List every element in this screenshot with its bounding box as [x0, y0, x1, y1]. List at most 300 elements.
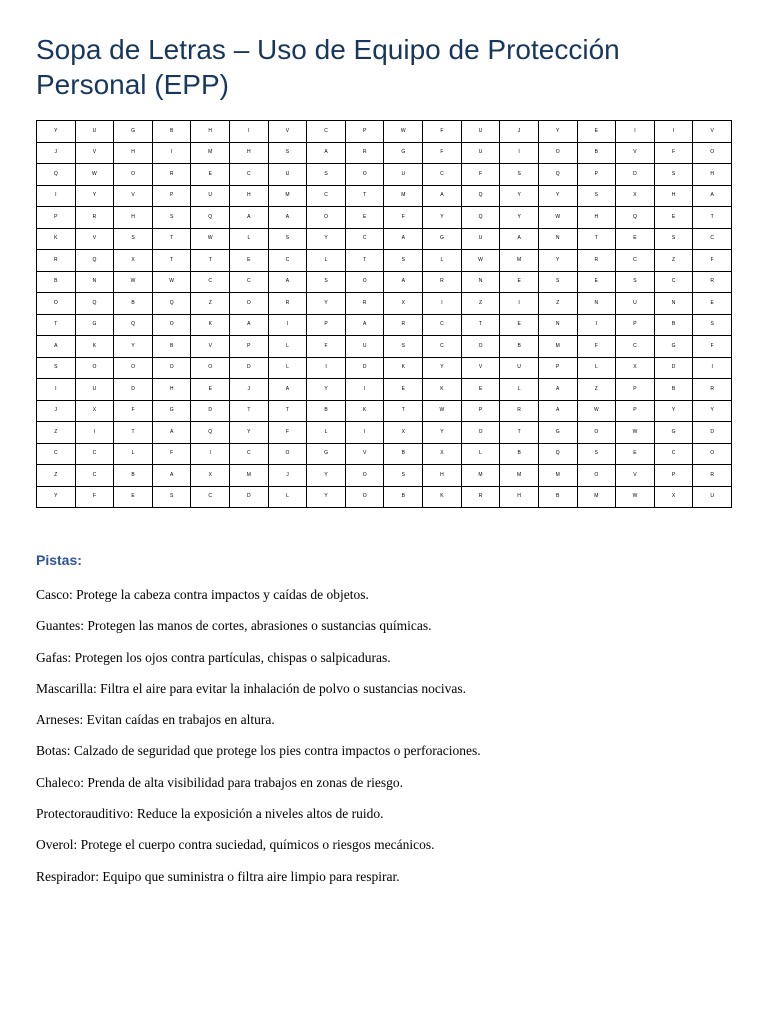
grid-cell: A	[230, 314, 269, 336]
grid-cell: O	[577, 465, 616, 487]
grid-cell: H	[230, 185, 269, 207]
grid-cell: W	[538, 207, 577, 229]
grid-cell: U	[75, 121, 114, 143]
grid-cell: Y	[230, 422, 269, 444]
grid-cell: Y	[307, 293, 346, 315]
grid-cell: O	[345, 465, 384, 487]
grid-cell: S	[654, 228, 693, 250]
grid-cell: F	[307, 336, 346, 358]
grid-cell: K	[37, 228, 76, 250]
grid-cell: G	[654, 422, 693, 444]
grid-cell: P	[37, 207, 76, 229]
grid-cell: U	[693, 486, 732, 508]
grid-cell: Q	[616, 207, 655, 229]
grid-cell: C	[693, 228, 732, 250]
grid-cell: W	[423, 400, 462, 422]
grid-cell: F	[423, 121, 462, 143]
grid-cell: O	[693, 443, 732, 465]
grid-cell: J	[268, 465, 307, 487]
grid-cell: K	[384, 357, 423, 379]
grid-cell: A	[693, 185, 732, 207]
grid-cell: L	[461, 443, 500, 465]
grid-cell: W	[152, 271, 191, 293]
grid-cell: F	[268, 422, 307, 444]
grid-cell: R	[500, 400, 539, 422]
grid-cell: D	[654, 357, 693, 379]
grid-cell: I	[268, 314, 307, 336]
grid-cell: C	[423, 336, 462, 358]
grid-cell: Q	[461, 185, 500, 207]
grid-cell: R	[423, 271, 462, 293]
grid-cell: D	[191, 400, 230, 422]
clue-item: Chaleco: Prenda de alta visibilidad para trabajos en zonas de riesgo.	[36, 774, 403, 790]
grid-cell: K	[423, 486, 462, 508]
grid-cell: V	[268, 121, 307, 143]
grid-cell: E	[191, 379, 230, 401]
clue-list	[36, 586, 756, 899]
grid-cell: X	[616, 357, 655, 379]
grid-cell: S	[152, 207, 191, 229]
grid-cell: C	[230, 443, 269, 465]
grid-cell: S	[307, 271, 346, 293]
grid-row	[37, 443, 732, 465]
grid-cell: A	[345, 314, 384, 336]
grid-cell: Y	[500, 207, 539, 229]
clue-item: Botas: Calzado de seguridad que protege los pies contra impactos o perforaciones.	[36, 743, 481, 759]
grid-cell: D	[114, 379, 153, 401]
grid-cell: T	[191, 250, 230, 272]
grid-cell: I	[616, 121, 655, 143]
grid-cell: H	[152, 379, 191, 401]
grid-cell: O	[307, 207, 346, 229]
grid-row	[37, 271, 732, 293]
grid-cell: B	[654, 379, 693, 401]
grid-cell: X	[191, 465, 230, 487]
grid-cell: I	[654, 121, 693, 143]
grid-cell: Q	[75, 293, 114, 315]
grid-cell: W	[114, 271, 153, 293]
grid-cell: B	[384, 486, 423, 508]
grid-cell: O	[114, 164, 153, 186]
grid-row	[37, 293, 732, 315]
grid-cell: E	[577, 271, 616, 293]
grid-cell: I	[152, 142, 191, 164]
grid-cell: R	[693, 465, 732, 487]
grid-cell: F	[384, 207, 423, 229]
grid-cell: B	[500, 443, 539, 465]
grid-cell: F	[423, 142, 462, 164]
clue-item: Mascarilla: Filtra el aire para evitar la inhalación de polvo o sustancias nocivas.	[36, 680, 466, 696]
grid-cell: F	[577, 336, 616, 358]
grid-cell: O	[461, 422, 500, 444]
grid-cell: U	[384, 164, 423, 186]
grid-cell: I	[37, 185, 76, 207]
grid-row	[37, 121, 732, 143]
grid-cell: H	[423, 465, 462, 487]
grid-cell: H	[230, 142, 269, 164]
grid-cell: I	[345, 379, 384, 401]
grid-cell: S	[384, 465, 423, 487]
grid-cell: I	[500, 142, 539, 164]
grid-cell: C	[230, 271, 269, 293]
grid-cell: X	[654, 486, 693, 508]
grid-cell: Y	[75, 185, 114, 207]
grid-cell: C	[75, 443, 114, 465]
grid-cell: Y	[693, 400, 732, 422]
grid-cell: Y	[307, 465, 346, 487]
grid-cell: I	[577, 314, 616, 336]
grid-cell: B	[307, 400, 346, 422]
grid-cell: Y	[538, 185, 577, 207]
grid-row	[37, 185, 732, 207]
grid-cell: M	[384, 185, 423, 207]
grid-cell: T	[345, 250, 384, 272]
grid-cell: E	[461, 379, 500, 401]
grid-cell: D	[693, 422, 732, 444]
grid-cell: R	[345, 142, 384, 164]
grid-cell: P	[616, 314, 655, 336]
grid-row	[37, 486, 732, 508]
grid-cell: O	[577, 422, 616, 444]
grid-cell: F	[75, 486, 114, 508]
page-title: Sopa de Letras – Uso de Equipo de Protección Personal (EPP)	[36, 34, 620, 100]
grid-cell: V	[616, 142, 655, 164]
grid-cell: O	[693, 142, 732, 164]
grid-cell: Y	[423, 422, 462, 444]
grid-cell: T	[461, 314, 500, 336]
grid-cell: O	[345, 164, 384, 186]
grid-cell: U	[75, 379, 114, 401]
grid-cell: A	[423, 185, 462, 207]
grid-cell: H	[191, 121, 230, 143]
grid-cell: P	[616, 400, 655, 422]
grid-cell: Y	[307, 379, 346, 401]
grid-cell: D	[230, 357, 269, 379]
grid-cell: L	[268, 357, 307, 379]
grid-cell: S	[37, 357, 76, 379]
grid-cell: F	[461, 164, 500, 186]
grid-cell: T	[152, 228, 191, 250]
grid-cell: F	[693, 250, 732, 272]
grid-cell: Q	[75, 250, 114, 272]
grid-cell: E	[616, 443, 655, 465]
grid-cell: G	[114, 121, 153, 143]
grid-cell: U	[616, 293, 655, 315]
grid-cell: O	[191, 357, 230, 379]
grid-cell: U	[461, 142, 500, 164]
grid-cell: Y	[114, 336, 153, 358]
grid-cell: A	[500, 228, 539, 250]
grid-cell: R	[384, 314, 423, 336]
grid-row	[37, 400, 732, 422]
grid-cell: E	[191, 164, 230, 186]
grid-cell: E	[654, 207, 693, 229]
grid-cell: T	[37, 314, 76, 336]
grid-cell: P	[616, 379, 655, 401]
grid-cell: C	[654, 271, 693, 293]
grid-cell: A	[152, 465, 191, 487]
grid-cell: M	[268, 185, 307, 207]
grid-cell: O	[152, 314, 191, 336]
grid-cell: S	[616, 271, 655, 293]
grid-cell: Q	[114, 314, 153, 336]
grid-cell: R	[693, 379, 732, 401]
grid-cell: J	[500, 121, 539, 143]
grid-cell: S	[268, 228, 307, 250]
grid-cell: B	[114, 465, 153, 487]
grid-cell: I	[693, 357, 732, 379]
grid-cell: Q	[37, 164, 76, 186]
grid-row	[37, 465, 732, 487]
grid-cell: M	[500, 250, 539, 272]
grid-row	[37, 336, 732, 358]
grid-cell: L	[230, 228, 269, 250]
clue-item: Overol: Protege el cuerpo contra suciedad, químicos o riesgos mecánicos.	[36, 837, 435, 853]
grid-cell: S	[500, 164, 539, 186]
grid-cell: W	[75, 164, 114, 186]
grid-cell: C	[191, 271, 230, 293]
grid-cell: A	[384, 271, 423, 293]
grid-cell: C	[423, 314, 462, 336]
grid-cell: C	[654, 443, 693, 465]
grid-cell: Q	[191, 422, 230, 444]
grid-cell: O	[114, 357, 153, 379]
grid-cell: C	[37, 443, 76, 465]
grid-cell: R	[345, 293, 384, 315]
grid-cell: V	[75, 228, 114, 250]
grid-cell: I	[230, 121, 269, 143]
grid-cell: O	[345, 271, 384, 293]
grid-cell: I	[345, 422, 384, 444]
grid-cell: U	[191, 185, 230, 207]
grid-cell: N	[538, 314, 577, 336]
grid-cell: E	[114, 486, 153, 508]
grid-cell: R	[37, 250, 76, 272]
grid-cell: Z	[654, 250, 693, 272]
grid-cell: N	[577, 293, 616, 315]
grid-cell: D	[616, 164, 655, 186]
grid-cell: C	[307, 121, 346, 143]
grid-cell: C	[191, 486, 230, 508]
grid-cell: F	[654, 142, 693, 164]
grid-cell: L	[577, 357, 616, 379]
grid-cell: E	[384, 379, 423, 401]
grid-cell: V	[345, 443, 384, 465]
grid-cell: B	[384, 443, 423, 465]
grid-cell: S	[384, 250, 423, 272]
grid-cell: A	[230, 207, 269, 229]
grid-cell: S	[152, 486, 191, 508]
grid-cell: A	[268, 379, 307, 401]
grid-cell: B	[577, 142, 616, 164]
grid-cell: I	[75, 422, 114, 444]
grid-cell: N	[75, 271, 114, 293]
grid-cell: J	[37, 142, 76, 164]
grid-cell: U	[268, 164, 307, 186]
grid-cell: N	[654, 293, 693, 315]
grid-cell: Y	[37, 486, 76, 508]
grid-cell: T	[500, 422, 539, 444]
grid-cell: H	[654, 185, 693, 207]
grid-cell: C	[75, 465, 114, 487]
grid-cell: E	[500, 271, 539, 293]
grid-cell: O	[268, 443, 307, 465]
grid-cell: R	[75, 207, 114, 229]
grid-cell: F	[152, 443, 191, 465]
grid-cell: W	[191, 228, 230, 250]
grid-cell: K	[423, 379, 462, 401]
grid-cell: G	[152, 400, 191, 422]
grid-cell: E	[577, 121, 616, 143]
grid-cell: O	[75, 357, 114, 379]
grid-cell: B	[114, 293, 153, 315]
grid-cell: A	[307, 142, 346, 164]
grid-cell: B	[538, 486, 577, 508]
grid-cell: I	[500, 293, 539, 315]
grid-cell: A	[268, 271, 307, 293]
grid-cell: Q	[191, 207, 230, 229]
grid-cell: B	[654, 314, 693, 336]
grid-cell: Z	[461, 293, 500, 315]
grid-cell: T	[152, 250, 191, 272]
grid-cell: S	[538, 271, 577, 293]
grid-cell: O	[538, 142, 577, 164]
grid-cell: O	[230, 293, 269, 315]
grid-cell: X	[384, 293, 423, 315]
grid-cell: W	[461, 250, 500, 272]
grid-cell: E	[616, 228, 655, 250]
grid-cell: H	[577, 207, 616, 229]
grid-cell: O	[37, 293, 76, 315]
grid-cell: C	[616, 336, 655, 358]
grid-cell: A	[152, 422, 191, 444]
grid-cell: C	[230, 164, 269, 186]
grid-cell: A	[538, 400, 577, 422]
grid-cell: Y	[423, 357, 462, 379]
grid-cell: L	[268, 336, 307, 358]
grid-cell: S	[693, 314, 732, 336]
grid-cell: M	[461, 465, 500, 487]
grid-cell: K	[191, 314, 230, 336]
grid-cell: T	[577, 228, 616, 250]
grid-cell: D	[345, 357, 384, 379]
grid-cell: P	[577, 164, 616, 186]
grid-cell: S	[577, 443, 616, 465]
grid-cell: Y	[37, 121, 76, 143]
grid-cell: J	[230, 379, 269, 401]
grid-cell: R	[152, 164, 191, 186]
grid-row	[37, 422, 732, 444]
grid-row	[37, 207, 732, 229]
grid-cell: M	[500, 465, 539, 487]
grid-cell: C	[307, 185, 346, 207]
grid-cell: C	[423, 164, 462, 186]
clue-item: Protectorauditivo: Reduce la exposición a niveles altos de ruido.	[36, 806, 384, 822]
grid-cell: T	[230, 400, 269, 422]
grid-cell: Y	[307, 228, 346, 250]
grid-cell: U	[461, 228, 500, 250]
grid-cell: L	[500, 379, 539, 401]
grid-cell: Z	[191, 293, 230, 315]
grid-cell: S	[307, 164, 346, 186]
grid-cell: C	[616, 250, 655, 272]
clue-item: Respirador: Equipo que suministra o filtra aire limpio para respirar.	[36, 868, 400, 884]
grid-cell: T	[384, 400, 423, 422]
grid-cell: S	[114, 228, 153, 250]
grid-cell: A	[37, 336, 76, 358]
grid-cell: S	[268, 142, 307, 164]
grid-cell: M	[577, 486, 616, 508]
grid-cell: D	[230, 486, 269, 508]
grid-cell: V	[693, 121, 732, 143]
grid-cell: P	[345, 121, 384, 143]
grid-row	[37, 228, 732, 250]
clue-item: Casco: Protege la cabeza contra impactos y caídas de objetos.	[36, 587, 369, 602]
grid-cell: O	[345, 486, 384, 508]
grid-cell: W	[384, 121, 423, 143]
grid-cell: R	[577, 250, 616, 272]
grid-cell: G	[538, 422, 577, 444]
grid-cell: L	[307, 422, 346, 444]
clue-item: Guantes: Protegen las manos de cortes, abrasiones o sustancias químicas.	[36, 618, 432, 634]
grid-cell: T	[345, 185, 384, 207]
grid-cell: X	[384, 422, 423, 444]
grid-cell: I	[423, 293, 462, 315]
grid-cell: P	[461, 400, 500, 422]
grid-cell: Y	[423, 207, 462, 229]
grid-cell: Z	[37, 422, 76, 444]
grid-row	[37, 357, 732, 379]
grid-cell: Q	[461, 207, 500, 229]
grid-row	[37, 379, 732, 401]
grid-cell: L	[114, 443, 153, 465]
grid-cell: F	[114, 400, 153, 422]
grid-cell: I	[191, 443, 230, 465]
grid-cell: S	[384, 336, 423, 358]
grid-cell: L	[268, 486, 307, 508]
grid-cell: Q	[152, 293, 191, 315]
grid-cell: P	[152, 185, 191, 207]
grid-row	[37, 250, 732, 272]
grid-cell: Z	[37, 465, 76, 487]
grid-cell: X	[114, 250, 153, 272]
grid-row	[37, 164, 732, 186]
grid-cell: K	[75, 336, 114, 358]
grid-cell: U	[461, 121, 500, 143]
grid-cell: R	[461, 486, 500, 508]
grid-cell: M	[538, 465, 577, 487]
grid-cell: F	[693, 336, 732, 358]
grid-cell: P	[307, 314, 346, 336]
grid-cell: Z	[538, 293, 577, 315]
grid-cell: G	[307, 443, 346, 465]
grid-cell: X	[423, 443, 462, 465]
clues-heading: Pistas:	[36, 552, 82, 568]
grid-cell: M	[230, 465, 269, 487]
grid-cell: O	[461, 336, 500, 358]
grid-cell: Q	[538, 164, 577, 186]
grid-cell: B	[37, 271, 76, 293]
clue-item: Gafas: Protegen los ojos contra partículas, chispas o salpicaduras.	[36, 649, 391, 665]
grid-cell: U	[345, 336, 384, 358]
grid-cell: K	[345, 400, 384, 422]
grid-cell: G	[75, 314, 114, 336]
grid-cell: E	[230, 250, 269, 272]
grid-cell: L	[307, 250, 346, 272]
grid-cell: H	[114, 207, 153, 229]
grid-cell: A	[538, 379, 577, 401]
grid-cell: G	[384, 142, 423, 164]
